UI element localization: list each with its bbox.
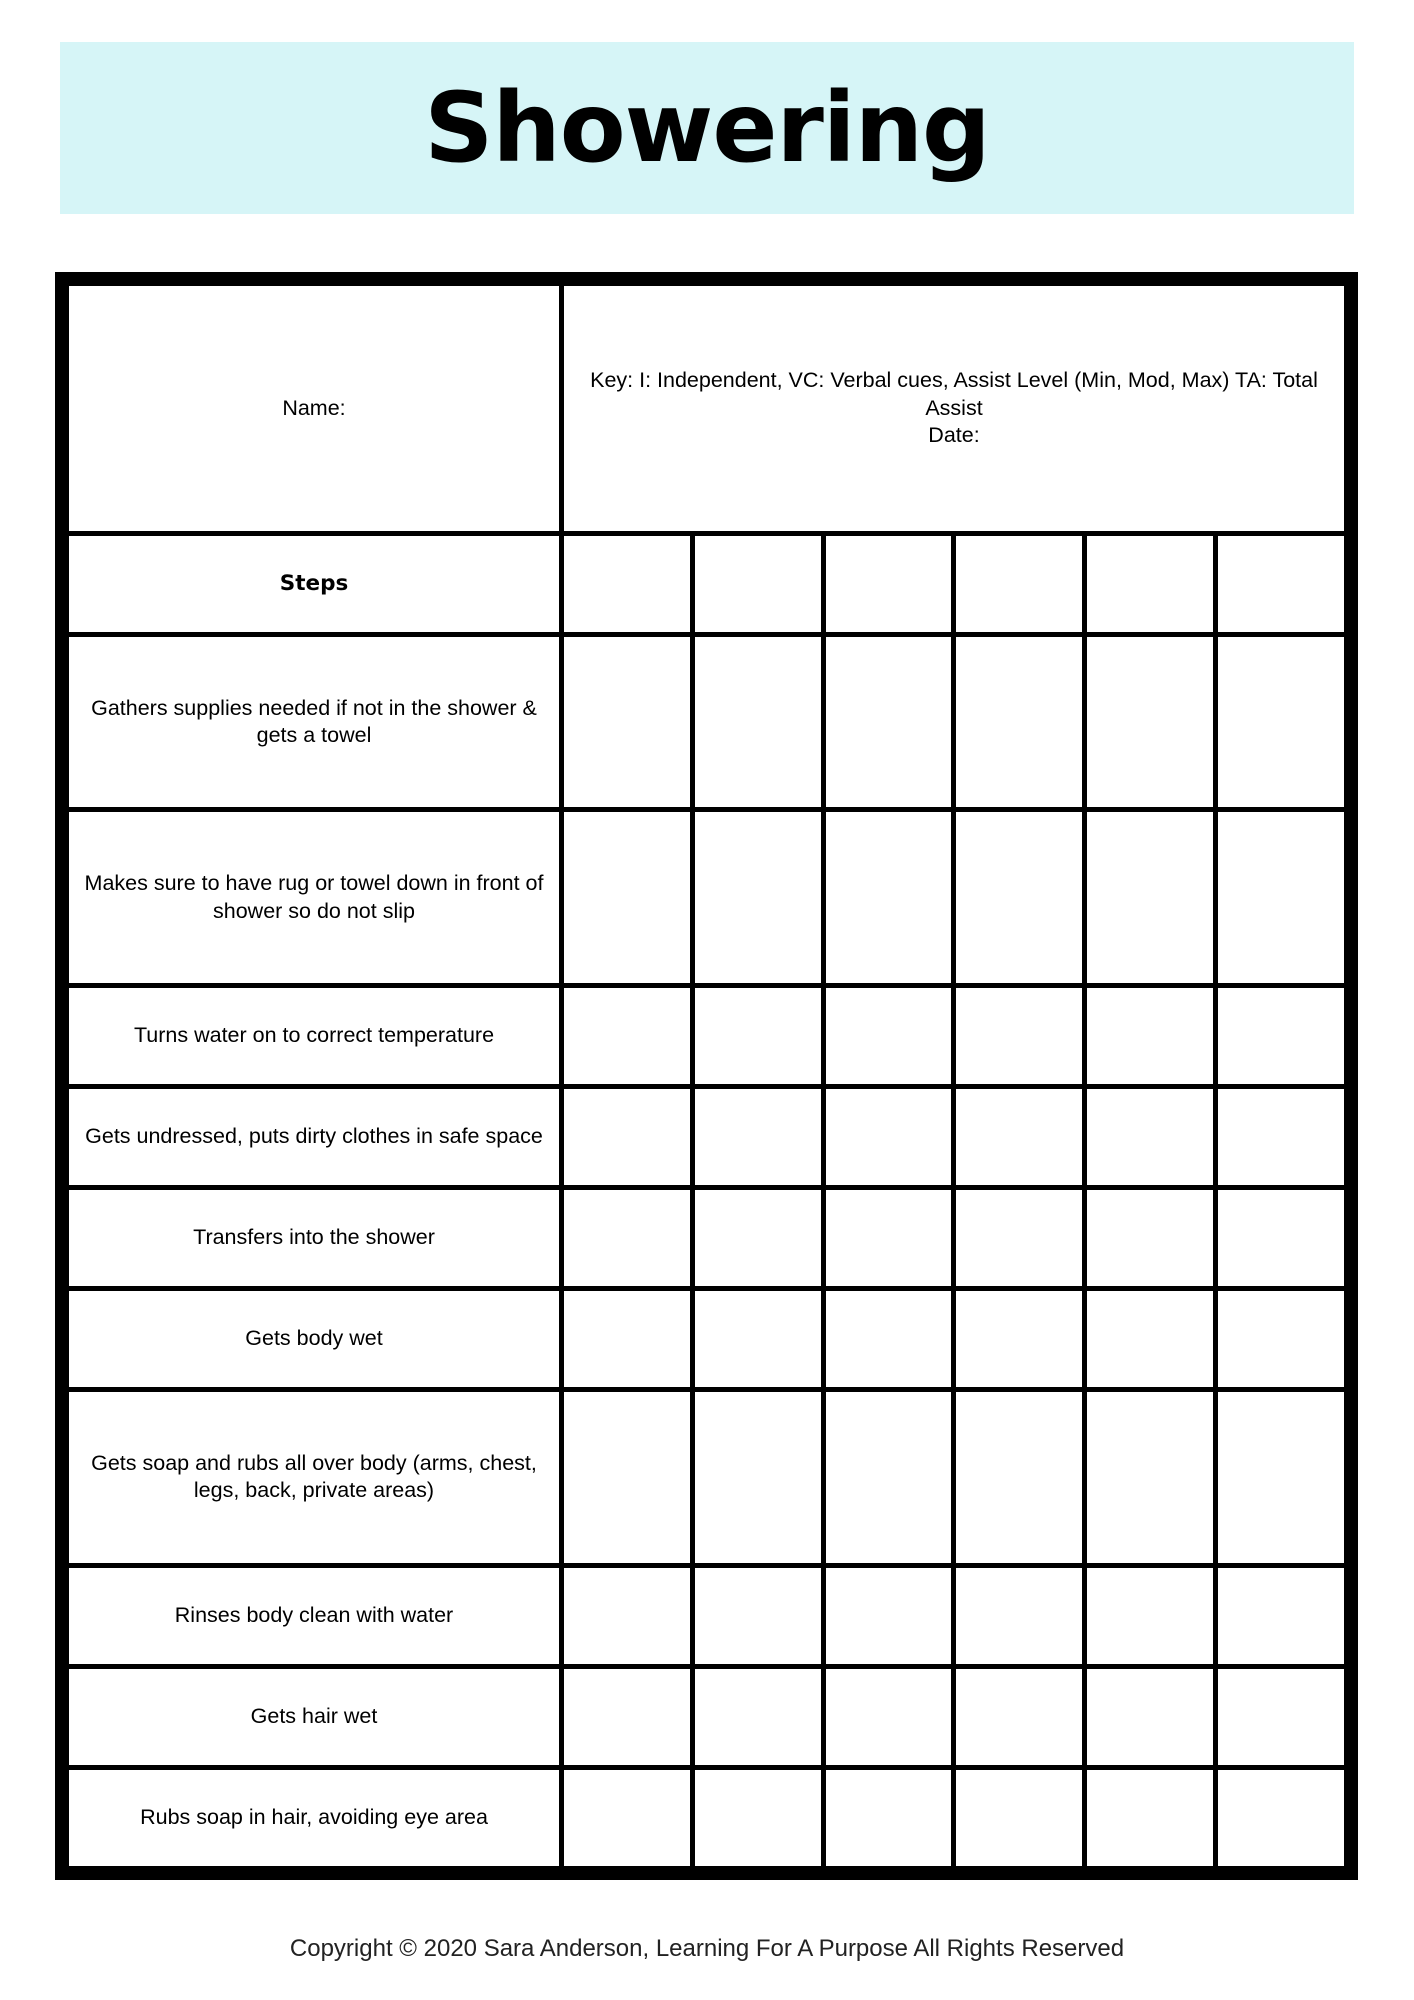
score-cell[interactable]	[1087, 1669, 1213, 1765]
table-row	[69, 1190, 1344, 1286]
step-label: Gets soap and rubs all over body (arms, chest, legs, back, private areas)	[69, 1392, 559, 1563]
score-cell[interactable]	[1087, 1089, 1213, 1185]
score-cell[interactable]	[826, 1392, 952, 1563]
score-cell[interactable]	[695, 1568, 821, 1664]
score-cell[interactable]	[1218, 1291, 1344, 1387]
score-cell[interactable]	[1218, 1089, 1344, 1185]
score-cell[interactable]	[1087, 1190, 1213, 1286]
score-cell[interactable]	[956, 637, 1082, 808]
score-cell[interactable]	[695, 637, 821, 808]
score-cell[interactable]	[1087, 1568, 1213, 1664]
score-cell[interactable]	[1087, 1392, 1213, 1563]
table-row	[69, 812, 1344, 983]
step-label: Rinses body clean with water	[69, 1568, 559, 1664]
step-label: Gets body wet	[69, 1291, 559, 1387]
table-row	[69, 1770, 1344, 1866]
date-entry-cell[interactable]	[826, 536, 952, 632]
score-cell[interactable]	[956, 812, 1082, 983]
name-field[interactable]	[69, 286, 559, 531]
score-cell[interactable]	[1218, 1669, 1344, 1765]
score-cell[interactable]	[1218, 988, 1344, 1084]
score-cell[interactable]	[695, 1089, 821, 1185]
title-banner	[60, 42, 1354, 214]
score-cell[interactable]	[564, 1392, 690, 1563]
table-row	[69, 988, 1344, 1084]
date-label[interactable]: Date:	[928, 423, 980, 448]
score-cell[interactable]	[826, 637, 952, 808]
score-cell[interactable]	[564, 812, 690, 983]
score-cell[interactable]	[1087, 988, 1213, 1084]
score-cell[interactable]	[695, 1770, 821, 1866]
name-label: Name:	[282, 395, 346, 420]
score-cell[interactable]	[1087, 637, 1213, 808]
score-cell[interactable]	[956, 1089, 1082, 1185]
score-cell[interactable]	[826, 1770, 952, 1866]
score-cell[interactable]	[695, 1392, 821, 1563]
table-column-header-row	[69, 536, 1344, 632]
score-cell[interactable]	[1087, 1291, 1213, 1387]
step-label: Rubs soap in hair, avoiding eye area	[69, 1770, 559, 1866]
score-cell[interactable]	[695, 988, 821, 1084]
score-cell[interactable]	[956, 1291, 1082, 1387]
steps-column-header: Steps	[69, 536, 559, 632]
score-cell[interactable]	[1218, 1392, 1344, 1563]
table-row	[69, 1568, 1344, 1664]
score-cell[interactable]	[826, 988, 952, 1084]
date-entry-cell[interactable]	[1087, 536, 1213, 632]
score-cell[interactable]	[826, 812, 952, 983]
score-cell[interactable]	[826, 1190, 952, 1286]
table-row	[69, 1392, 1344, 1563]
score-cell[interactable]	[1087, 812, 1213, 983]
step-label: Gets undressed, puts dirty clothes in safe space	[69, 1089, 559, 1185]
date-entry-cell[interactable]	[1218, 536, 1344, 632]
score-cell[interactable]	[1218, 637, 1344, 808]
key-and-date-cell	[564, 286, 1344, 531]
table-row	[69, 1291, 1344, 1387]
table-row	[69, 1089, 1344, 1185]
chart-frame	[55, 272, 1358, 1880]
score-cell[interactable]	[564, 988, 690, 1084]
table-row	[69, 1669, 1344, 1765]
key-text: Key: I: Independent, VC: Verbal cues, Assist Level (Min, Mod, Max) TA: Total Assist	[590, 368, 1318, 420]
score-cell[interactable]	[956, 1669, 1082, 1765]
score-cell[interactable]	[564, 1190, 690, 1286]
skills-chart-table	[64, 281, 1349, 1871]
date-entry-cell[interactable]	[695, 536, 821, 632]
score-cell[interactable]	[1087, 1770, 1213, 1866]
score-cell[interactable]	[1218, 1770, 1344, 1866]
score-cell[interactable]	[564, 1568, 690, 1664]
score-cell[interactable]	[564, 1770, 690, 1866]
score-cell[interactable]	[956, 1392, 1082, 1563]
step-label: Turns water on to correct temperature	[69, 988, 559, 1084]
score-cell[interactable]	[956, 988, 1082, 1084]
score-cell[interactable]	[956, 1190, 1082, 1286]
score-cell[interactable]	[826, 1568, 952, 1664]
score-cell[interactable]	[1218, 812, 1344, 983]
score-cell[interactable]	[1218, 1568, 1344, 1664]
score-cell[interactable]	[564, 1089, 690, 1185]
table-row	[69, 637, 1344, 808]
score-cell[interactable]	[826, 1291, 952, 1387]
step-label: Transfers into the shower	[69, 1190, 559, 1286]
page-title: Showering	[424, 72, 990, 184]
step-label: Makes sure to have rug or towel down in front of shower so do not slip	[69, 812, 559, 983]
score-cell[interactable]	[695, 812, 821, 983]
score-cell[interactable]	[956, 1568, 1082, 1664]
score-cell[interactable]	[1218, 1190, 1344, 1286]
step-label: Gathers supplies needed if not in the shower & gets a towel	[69, 637, 559, 808]
score-cell[interactable]	[695, 1291, 821, 1387]
score-cell[interactable]	[564, 637, 690, 808]
table-header-row	[69, 286, 1344, 531]
score-cell[interactable]	[564, 1669, 690, 1765]
score-cell[interactable]	[826, 1089, 952, 1185]
score-cell[interactable]	[826, 1669, 952, 1765]
date-entry-cell[interactable]	[564, 536, 690, 632]
score-cell[interactable]	[956, 1770, 1082, 1866]
date-entry-cell[interactable]	[956, 536, 1082, 632]
score-cell[interactable]	[695, 1669, 821, 1765]
step-label: Gets hair wet	[69, 1669, 559, 1765]
copyright-footer: Copyright © 2020 Sara Anderson, Learning For A Purpose All Rights Reserved	[289, 1935, 1125, 1962]
score-cell[interactable]	[564, 1291, 690, 1387]
score-cell[interactable]	[695, 1190, 821, 1286]
